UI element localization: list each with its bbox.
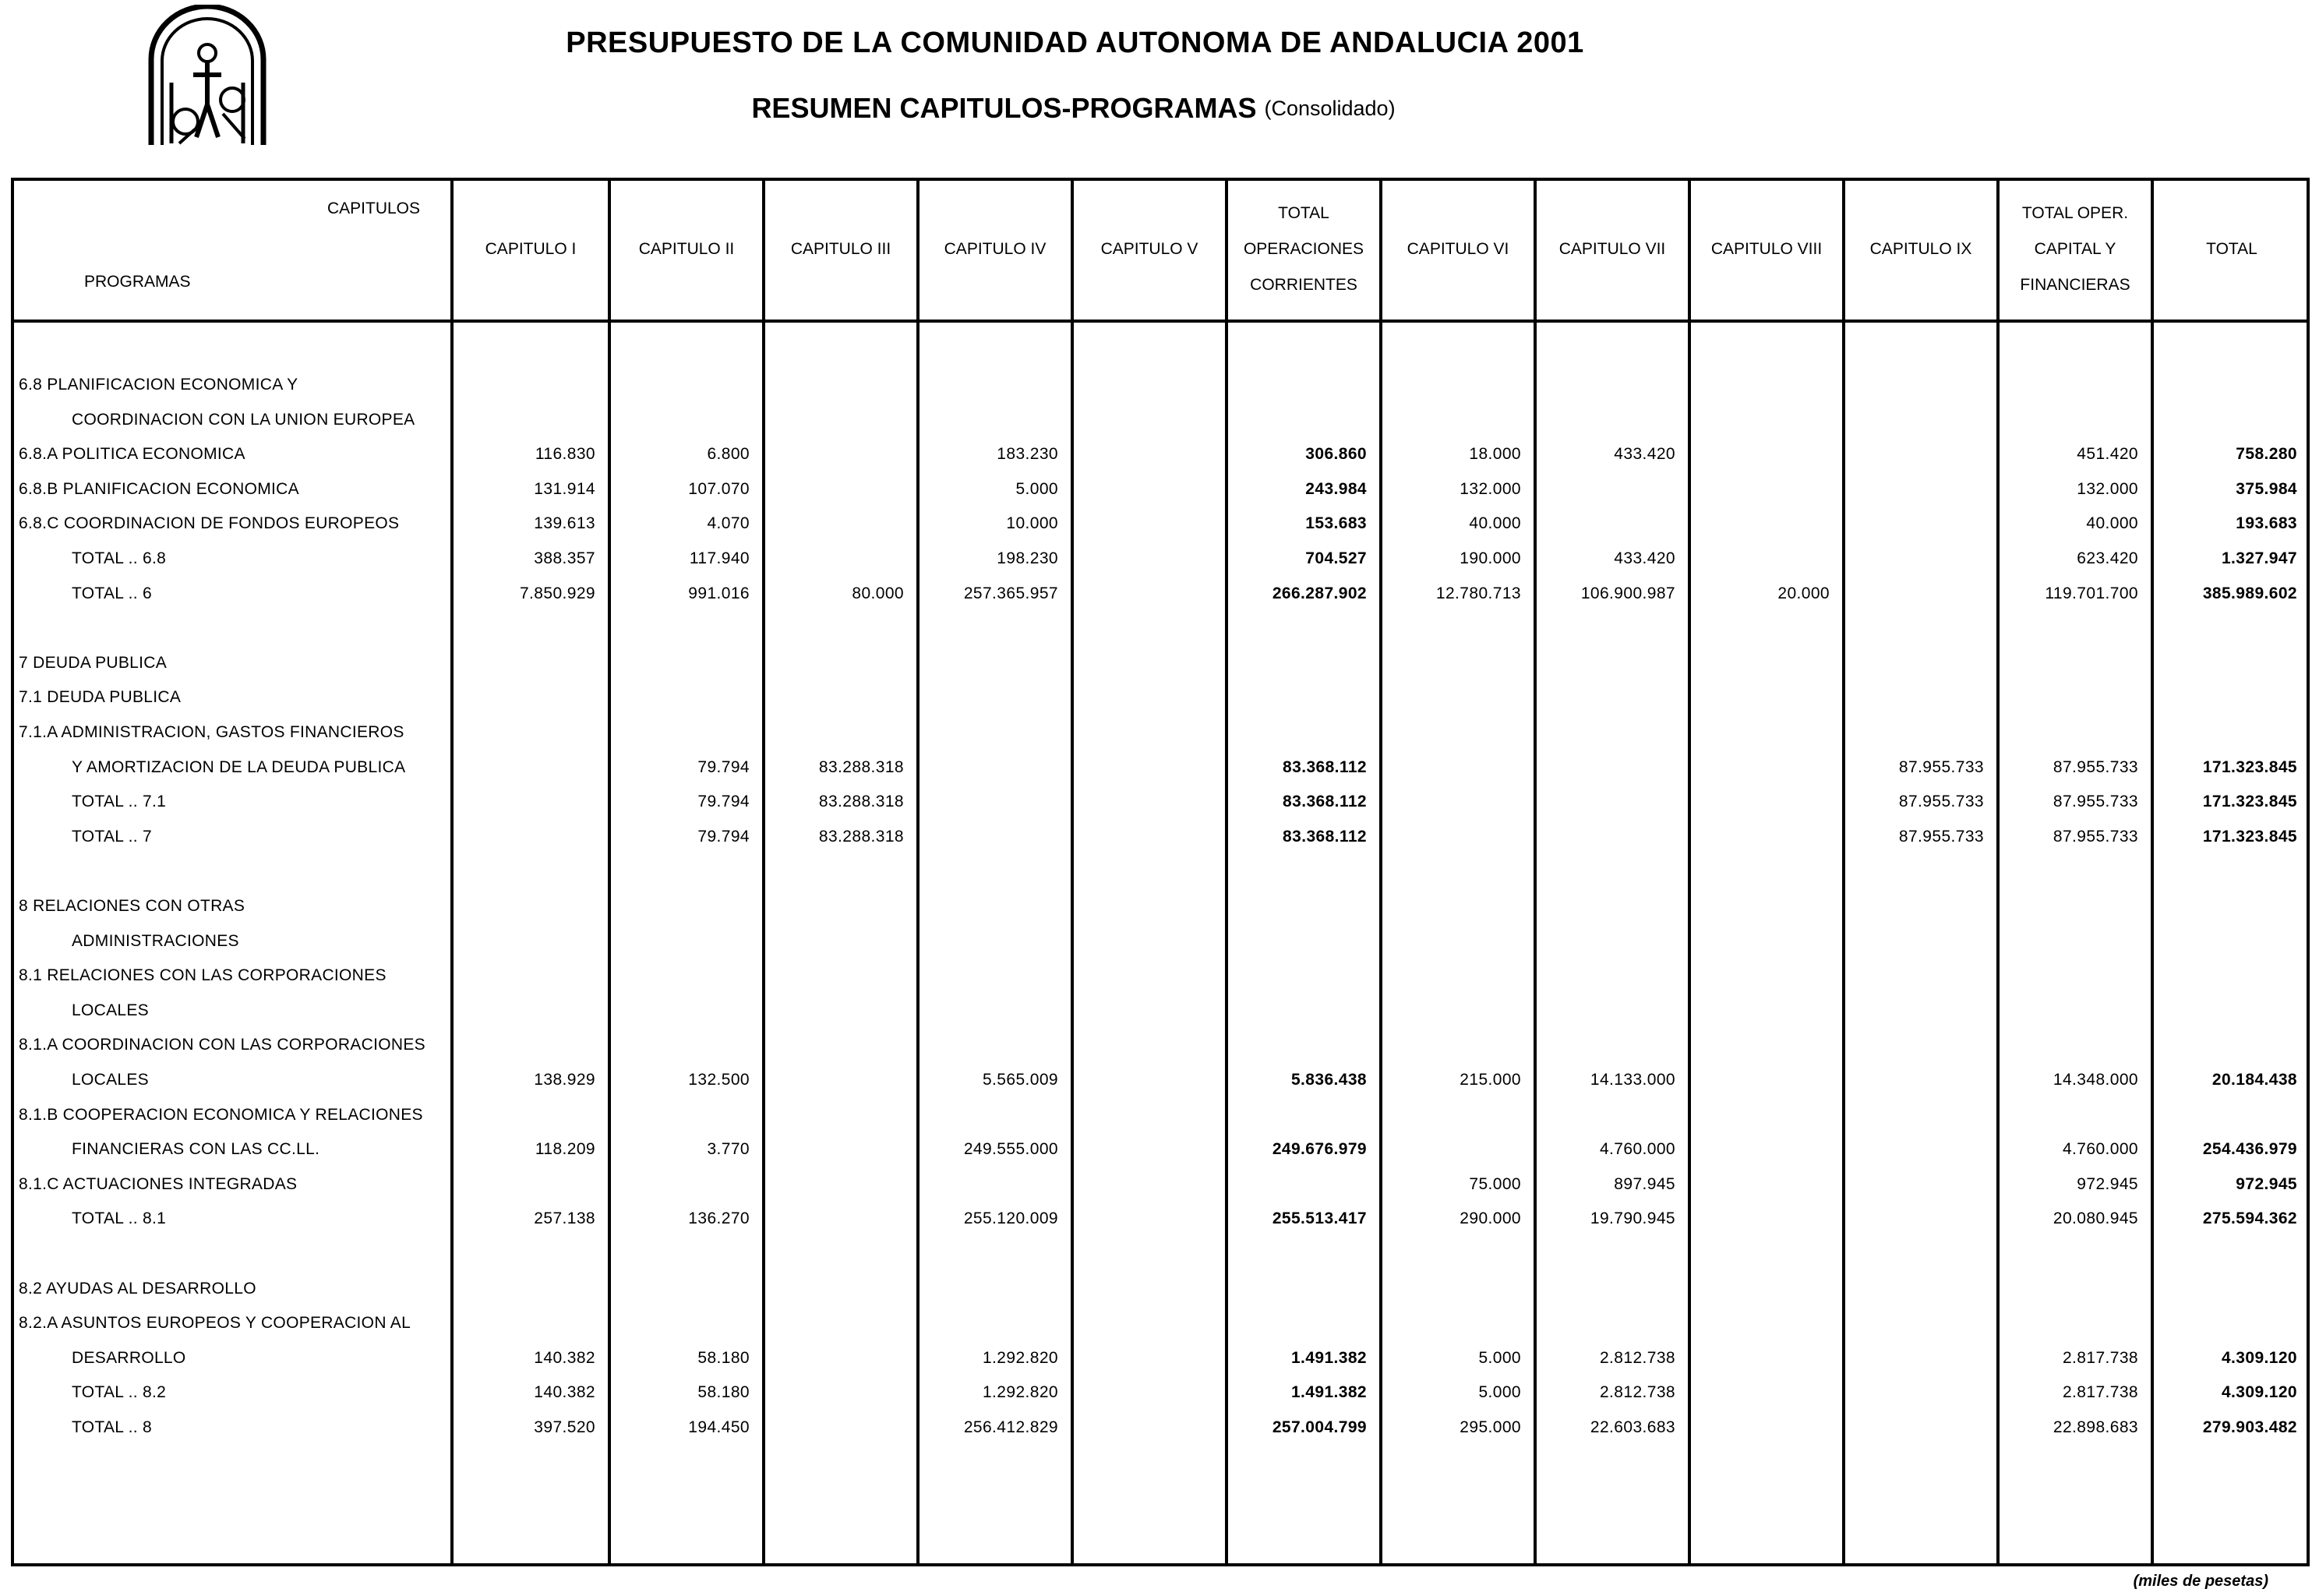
row-label: Y AMORTIZACION DE LA DEUDA PUBLICA — [72, 757, 406, 776]
table-row — [11, 682, 2310, 716]
cell-value: 12.780.713 — [1435, 584, 1521, 602]
cell-value: 623.420 — [2077, 549, 2138, 567]
cell-value: 3.770 — [707, 1140, 750, 1159]
cell-value: 87.955.733 — [2053, 757, 2138, 776]
table-row — [11, 508, 2310, 542]
cell-value: 433.420 — [1614, 445, 1675, 464]
table-row — [11, 1343, 2310, 1377]
subtitle-note: (Consolidado) — [1264, 97, 1396, 120]
cell-value: 140.382 — [534, 1383, 595, 1402]
column-header — [1074, 231, 1225, 267]
cell-value: 704.527 — [1305, 549, 1367, 567]
cell-value: 171.323.845 — [2202, 757, 2297, 776]
cell-value: 4.309.120 — [2221, 1348, 2297, 1367]
row-label: TOTAL .. 6 — [72, 584, 152, 602]
cell-value: 972.945 — [2236, 1174, 2297, 1193]
table-row — [11, 439, 2310, 473]
cell-value: 83.368.112 — [1283, 827, 1367, 846]
cell-value: 279.903.482 — [2202, 1418, 2297, 1436]
cell-value: 397.520 — [534, 1418, 595, 1436]
row-label: 8.1.A COORDINACION CON LAS CORPORACIONES — [19, 1036, 425, 1054]
page-title: PRESUPUESTO DE LA COMUNIDAD AUTONOMA DE ANDALUCIA 2001 — [566, 26, 1584, 59]
row-label: 6.8.A POLITICA ECONOMICA — [19, 445, 245, 464]
table-row — [11, 1169, 2310, 1203]
cell-value: 87.955.733 — [2053, 793, 2138, 811]
column-header — [454, 231, 608, 267]
cell-value: 375.984 — [2236, 479, 2297, 498]
row-label: 6.8.C COORDINACION DE FONDOS EUROPEOS — [19, 514, 400, 533]
column-header-line: CAPITULO IV — [944, 240, 1047, 258]
row-label: ADMINISTRACIONES — [72, 931, 239, 950]
row-label: 8.2 AYUDAS AL DESARROLLO — [19, 1279, 256, 1298]
column-header-line: CAPITULO VIII — [1710, 240, 1823, 258]
cell-value: 132.000 — [2077, 479, 2138, 498]
cell-value: 79.794 — [697, 827, 750, 846]
column-header — [1691, 231, 1842, 267]
row-label: FINANCIERAS CON LAS CC.LL. — [72, 1140, 320, 1159]
table-row — [11, 474, 2310, 508]
column-header-line: OPERACIONES — [1243, 240, 1364, 258]
table-row — [11, 404, 2310, 439]
row-label: TOTAL .. 8 — [72, 1418, 152, 1436]
cell-value: 83.288.318 — [818, 793, 904, 811]
table-row — [11, 1308, 2310, 1342]
column-header — [765, 231, 916, 267]
table-row — [11, 1377, 2310, 1411]
table-row — [11, 1273, 2310, 1308]
cell-value: 58.180 — [697, 1348, 750, 1367]
cell-value: 190.000 — [1460, 549, 1521, 567]
cell-value: 58.180 — [697, 1383, 750, 1402]
table-row — [11, 1238, 2310, 1273]
cell-value: 194.450 — [688, 1418, 750, 1436]
cell-value: 19.790.945 — [1590, 1209, 1675, 1228]
cell-value: 2.812.738 — [1599, 1383, 1675, 1402]
table-row — [11, 960, 2310, 994]
column-header-line: CAPITULO VI — [1407, 240, 1509, 258]
cell-value: 4.760.000 — [1599, 1140, 1675, 1159]
cell-value: 5.565.009 — [982, 1071, 1058, 1089]
cell-value: 266.287.902 — [1272, 584, 1367, 602]
column-header — [1537, 231, 1688, 267]
row-label: 8.2.A ASUNTOS EUROPEOS Y COOPERACION AL — [19, 1314, 411, 1333]
column-header — [1382, 231, 1534, 267]
row-label: 8.1 RELACIONES CON LAS CORPORACIONES — [19, 966, 387, 985]
corner-header-capitulos: CAPITULOS — [327, 200, 421, 217]
header-separator — [11, 320, 2310, 323]
cell-value: 897.945 — [1614, 1174, 1675, 1193]
cell-value: 433.420 — [1614, 549, 1675, 567]
cell-value: 257.004.799 — [1272, 1418, 1367, 1436]
cell-value: 7.850.929 — [519, 584, 595, 602]
cell-value: 87.955.733 — [1898, 793, 1984, 811]
cell-value: 972.945 — [2077, 1174, 2138, 1193]
cell-value: 385.989.602 — [2202, 584, 2297, 602]
row-label: LOCALES — [72, 1001, 149, 1019]
row-label: 7 DEUDA PUBLICA — [19, 653, 168, 672]
cell-value: 83.288.318 — [818, 827, 904, 846]
cell-value: 132.000 — [1460, 479, 1521, 498]
cell-value: 119.701.700 — [2045, 584, 2138, 602]
column-header — [920, 231, 1071, 267]
table-row — [11, 786, 2310, 821]
cell-value: 22.898.683 — [2053, 1418, 2138, 1436]
cell-value: 107.070 — [688, 479, 750, 498]
cell-value: 215.000 — [1460, 1071, 1521, 1089]
cell-value: 2.812.738 — [1599, 1348, 1675, 1367]
table-row — [11, 821, 2310, 856]
cell-value: 257.365.957 — [963, 584, 1058, 602]
cell-value: 295.000 — [1460, 1418, 1521, 1436]
cell-value: 2.817.738 — [2062, 1348, 2138, 1367]
cell-value: 5.000 — [1478, 1348, 1521, 1367]
cell-value: 249.676.979 — [1272, 1140, 1367, 1159]
cell-value: 22.603.683 — [1590, 1418, 1675, 1436]
cell-value: 80.000 — [852, 584, 904, 602]
table-row — [11, 1065, 2310, 1099]
table-row — [11, 1029, 2310, 1064]
cell-value: 139.613 — [534, 514, 595, 533]
cell-value: 991.016 — [688, 584, 750, 602]
cell-value: 87.955.733 — [1898, 757, 1984, 776]
cell-value: 40.000 — [2086, 514, 2138, 533]
table-row — [11, 613, 2310, 647]
column-header-line: CAPITAL Y — [2034, 240, 2116, 258]
cell-value: 183.230 — [997, 445, 1058, 464]
cell-value: 153.683 — [1305, 514, 1367, 533]
column-header-line: CAPITULO II — [638, 240, 735, 258]
cell-value: 136.270 — [688, 1209, 750, 1228]
table-row — [11, 1412, 2310, 1446]
cell-value: 83.368.112 — [1283, 757, 1367, 776]
cell-value: 1.327.947 — [2221, 549, 2297, 567]
cell-value: 79.794 — [697, 757, 750, 776]
cell-value: 198.230 — [997, 549, 1058, 567]
cell-value: 171.323.845 — [2202, 793, 2297, 811]
row-label: TOTAL .. 8.2 — [72, 1383, 167, 1402]
cell-value: 1.292.820 — [982, 1348, 1058, 1367]
cell-value: 290.000 — [1460, 1209, 1521, 1228]
row-label: TOTAL .. 8.1 — [72, 1209, 167, 1228]
cell-value: 451.420 — [2077, 445, 2138, 464]
corner-header-programas: PROGRAMAS — [84, 273, 191, 291]
row-label: LOCALES — [72, 1071, 149, 1089]
cell-value: 5.836.438 — [1290, 1071, 1367, 1089]
column-header — [1845, 231, 1996, 267]
column-header — [2154, 231, 2310, 267]
cell-value: 275.594.362 — [2202, 1209, 2297, 1228]
cell-value: 243.984 — [1305, 479, 1367, 498]
cell-value: 257.138 — [534, 1209, 595, 1228]
table-row — [11, 648, 2310, 682]
table-row — [11, 1203, 2310, 1238]
cell-value: 1.491.382 — [1290, 1348, 1367, 1367]
row-label: TOTAL .. 7 — [72, 827, 152, 846]
column-header — [2000, 196, 2151, 303]
column-header-line: CAPITULO V — [1100, 240, 1198, 258]
cell-value: 20.080.945 — [2053, 1209, 2138, 1228]
table-row — [11, 1134, 2310, 1168]
cell-value: 79.794 — [697, 793, 750, 811]
cell-value: 40.000 — [1469, 514, 1521, 533]
cell-value: 6.800 — [707, 445, 750, 464]
cell-value: 83.368.112 — [1283, 793, 1367, 811]
table-row — [11, 891, 2310, 925]
cell-value: 75.000 — [1469, 1174, 1521, 1193]
cell-value: 118.209 — [535, 1140, 595, 1159]
cell-value: 20.184.438 — [2211, 1071, 2297, 1089]
cell-value: 18.000 — [1469, 445, 1521, 464]
cell-value: 131.914 — [534, 479, 595, 498]
column-header-line: CAPITULO I — [485, 240, 577, 258]
cell-value: 171.323.845 — [2202, 827, 2297, 846]
cell-value: 255.513.417 — [1272, 1209, 1367, 1228]
cell-value: 20.000 — [1777, 584, 1830, 602]
column-header-line: TOTAL OPER. — [2021, 204, 2129, 222]
row-label: COORDINACION CON LA UNION EUROPEA — [72, 410, 415, 429]
cell-value: 140.382 — [534, 1348, 595, 1367]
column-header — [611, 231, 762, 267]
units-footnote: (miles de pesetas) — [2133, 1573, 2268, 1590]
cell-value: 106.900.987 — [1580, 584, 1675, 602]
cell-value: 87.955.733 — [1898, 827, 1984, 846]
row-label: TOTAL .. 7.1 — [72, 793, 167, 811]
cell-value: 87.955.733 — [2053, 827, 2138, 846]
table-row — [11, 856, 2310, 890]
cell-value: 4.760.000 — [2062, 1140, 2138, 1159]
column-header-line: CAPITULO VII — [1558, 240, 1666, 258]
table-row — [11, 926, 2310, 960]
column-header — [1228, 196, 1379, 303]
column-header-line: TOTAL — [2206, 240, 2257, 258]
page-subtitle: RESUMEN CAPITULOS-PROGRAMAS (Consolidado) — [751, 92, 1396, 124]
row-label: 8.1.C ACTUACIONES INTEGRADAS — [19, 1174, 298, 1193]
cell-value: 388.357 — [534, 549, 595, 567]
cell-value: 4.309.120 — [2221, 1383, 2297, 1402]
column-header-line: FINANCIERAS — [2020, 276, 2130, 294]
column-header-line: CAPITULO IX — [1869, 240, 1972, 258]
table-row — [11, 369, 2310, 404]
row-label: 6.8.B PLANIFICACION ECONOMICA — [19, 479, 299, 498]
table-row — [11, 717, 2310, 751]
cell-value: 255.120.009 — [963, 1209, 1058, 1228]
row-label: DESARROLLO — [72, 1348, 186, 1367]
cell-value: 2.817.738 — [2062, 1383, 2138, 1402]
column-header-line: CAPITULO III — [790, 240, 891, 258]
cell-value: 14.348.000 — [2053, 1071, 2138, 1089]
cell-value: 758.280 — [2236, 445, 2297, 464]
cell-value: 193.683 — [2236, 514, 2297, 533]
cell-value: 1.491.382 — [1290, 1383, 1367, 1402]
cell-value: 117.940 — [689, 549, 750, 567]
row-label: 7.1 DEUDA PUBLICA — [19, 688, 182, 707]
table-row — [11, 995, 2310, 1029]
cell-value: 132.500 — [688, 1071, 750, 1089]
column-header-line: CORRIENTES — [1250, 276, 1357, 294]
table-row — [11, 752, 2310, 786]
cell-value: 10.000 — [1006, 514, 1058, 533]
table-row — [11, 1100, 2310, 1134]
cell-value: 5.000 — [1015, 479, 1058, 498]
cell-value: 306.860 — [1305, 445, 1367, 464]
table-row — [11, 543, 2310, 577]
column-header-line: TOTAL — [1278, 204, 1329, 222]
row-label: 7.1.A ADMINISTRACION, GASTOS FINANCIEROS — [19, 723, 404, 741]
cell-value: 1.292.820 — [982, 1383, 1058, 1402]
row-label: 6.8 PLANIFICACION ECONOMICA Y — [19, 376, 298, 394]
cell-value: 256.412.829 — [963, 1418, 1058, 1436]
cell-value: 5.000 — [1478, 1383, 1521, 1402]
cell-value: 14.133.000 — [1590, 1071, 1675, 1089]
cell-value: 254.436.979 — [2202, 1140, 2297, 1159]
cell-value: 116.830 — [535, 445, 595, 464]
cell-value: 4.070 — [707, 514, 750, 533]
table-row — [11, 578, 2310, 613]
row-label: TOTAL .. 6.8 — [72, 549, 167, 567]
row-label: 8 RELACIONES CON OTRAS — [19, 897, 245, 915]
cell-value: 83.288.318 — [818, 757, 904, 776]
cell-value: 249.555.000 — [963, 1140, 1058, 1159]
row-label: 8.1.B COOPERACION ECONOMICA Y RELACIONES — [19, 1105, 423, 1124]
cell-value: 138.929 — [534, 1071, 595, 1089]
